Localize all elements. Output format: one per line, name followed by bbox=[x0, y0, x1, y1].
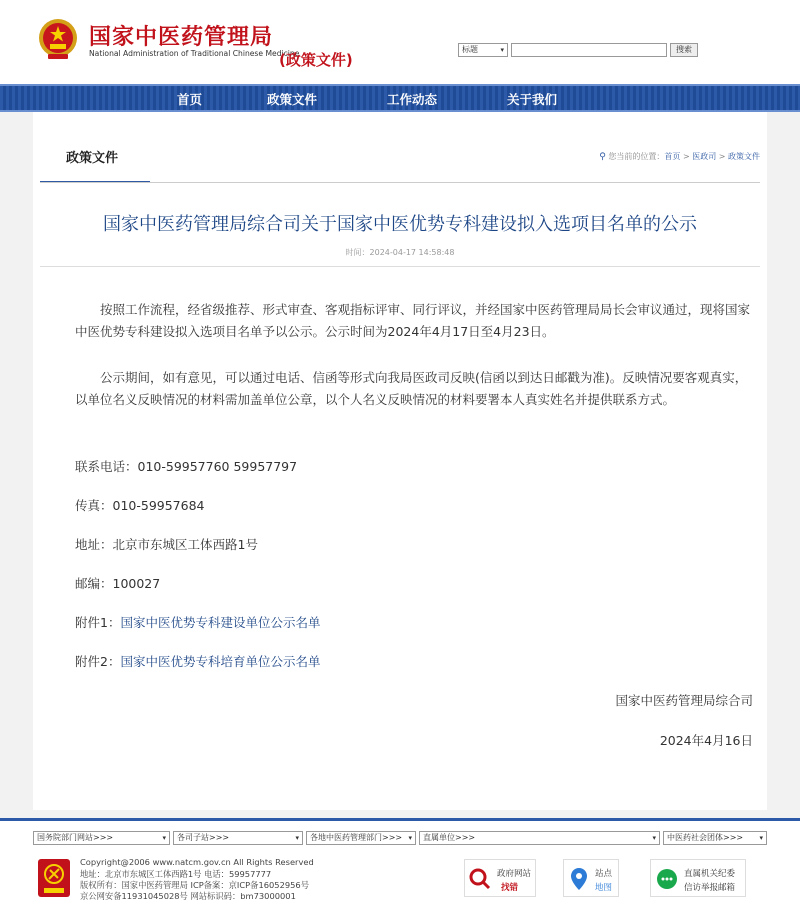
breadcrumb-policy[interactable]: 政策文件 bbox=[728, 152, 760, 161]
attachment-2-link[interactable]: 国家中医优势专科培育单位公示名单 bbox=[120, 654, 321, 669]
section-tag: (政策文件) bbox=[279, 51, 353, 69]
contact-address: 地址：北京市东城区工体西路1号 bbox=[75, 537, 258, 552]
attachment-1-label: 附件1： bbox=[75, 615, 121, 630]
search-button[interactable]: 搜索 bbox=[670, 43, 698, 57]
chevron-down-icon: ▾ bbox=[408, 834, 412, 842]
badge-label: 找错 bbox=[501, 883, 519, 893]
contact-zip: 邮编：100027 bbox=[75, 576, 161, 591]
nav-home[interactable]: 首页 bbox=[177, 92, 203, 107]
main-nav bbox=[0, 84, 800, 112]
divider bbox=[40, 182, 760, 183]
magnifier-icon bbox=[469, 868, 491, 890]
breadcrumb-sep: > bbox=[716, 152, 728, 161]
contact-fax: 传真：010-59957684 bbox=[75, 498, 205, 513]
breadcrumb-prefix: 您当前的位置： bbox=[608, 152, 665, 161]
content-panel bbox=[33, 112, 767, 810]
chevron-down-icon: ▾ bbox=[500, 46, 504, 54]
nav-policy[interactable]: 政策文件 bbox=[267, 92, 318, 107]
party-emblem-icon bbox=[38, 859, 70, 897]
footer-select-departments[interactable] bbox=[173, 831, 303, 845]
divider bbox=[40, 266, 760, 267]
footer-select-label: 国务院部门网站>>> bbox=[37, 833, 114, 842]
badge-label: 直属机关纪委 bbox=[684, 869, 736, 879]
attachment-1 bbox=[75, 613, 320, 631]
article-paragraph-1: 按照工作流程，经省级推荐、形式审查、客观指标评审、同行评议，并经国家中医药管理局局长会审议通过，现将国家中医优势专科建设拟入选项目名单予以公示。公示时间为2024年4月17日至4月23日。 bbox=[75, 302, 751, 339]
footer-select-local-admin[interactable] bbox=[306, 831, 416, 845]
logo-subtitle: National Administration of Traditional Chinese Medicine bbox=[89, 49, 300, 58]
footer-select-societies[interactable] bbox=[663, 831, 767, 845]
attachment-2-label: 附件2： bbox=[75, 654, 121, 669]
chat-icon bbox=[655, 868, 679, 890]
signature-date: 2024年4月16日 bbox=[659, 733, 753, 748]
footer-security: 京公网安备11931045028号 网站标识码：bm73000001 bbox=[80, 891, 296, 901]
site-map-badge[interactable] bbox=[563, 859, 619, 897]
national-emblem-icon bbox=[37, 18, 79, 62]
article-time: 时间：2024-04-17 14:58:48 bbox=[345, 248, 455, 257]
footer-select-state-council[interactable] bbox=[33, 831, 170, 845]
breadcrumb-sep: > bbox=[680, 152, 693, 161]
footer-select-label: 各司子站>>> bbox=[177, 833, 230, 842]
map-pin-icon bbox=[568, 866, 590, 892]
badge-label: 信访举报邮箱 bbox=[684, 883, 736, 893]
search-input[interactable] bbox=[511, 43, 667, 57]
nav-about[interactable]: 关于我们 bbox=[507, 92, 558, 107]
breadcrumb bbox=[599, 151, 760, 162]
chevron-down-icon: ▾ bbox=[759, 834, 763, 842]
tab-policy-documents[interactable]: 政策文件 bbox=[66, 151, 119, 166]
gov-site-error-badge[interactable] bbox=[464, 859, 536, 897]
logo-title[interactable]: 国家中医药管理局 bbox=[89, 25, 274, 50]
attachment-1-link[interactable]: 国家中医优势专科建设单位公示名单 bbox=[120, 615, 321, 630]
footer-select-label: 直属单位>>> bbox=[423, 833, 476, 842]
chevron-down-icon: ▾ bbox=[162, 834, 166, 842]
badge-label: 政府网站 bbox=[497, 869, 532, 879]
chevron-down-icon: ▾ bbox=[295, 834, 299, 842]
footer-select-label: 各地中医药管理部门>>> bbox=[310, 833, 403, 842]
attachment-2 bbox=[75, 652, 320, 670]
footer-owner: 版权所有：国家中医药管理局 ICP备案：京ICP备16052956号 bbox=[80, 880, 309, 890]
breadcrumb-home[interactable]: 首页 bbox=[664, 152, 681, 161]
article-title: 国家中医药管理局综合司关于国家中医优势专科建设拟入选项目名单的公示 bbox=[103, 214, 697, 235]
footer-select-label: 中医药社会团体>>> bbox=[667, 833, 744, 842]
footer-copyright: Copyright@2006 www.natcm.gov.cn All Rights Reserved bbox=[80, 857, 314, 867]
signature: 国家中医药管理局综合司 bbox=[615, 693, 753, 708]
search-field-select[interactable] bbox=[458, 43, 508, 57]
nav-work-news[interactable]: 工作动态 bbox=[387, 92, 438, 107]
badge-label: 站点 bbox=[595, 869, 613, 879]
discipline-mailbox-badge[interactable] bbox=[650, 859, 746, 897]
breadcrumb-medical-admin[interactable]: 医政司 bbox=[692, 152, 717, 161]
footer-address: 地址：北京市东城区工体西路1号 电话：59957777 bbox=[80, 869, 272, 879]
location-pin-icon: ⚲ bbox=[599, 152, 606, 162]
article-paragraph-2: 公示期间，如有意见，可以通过电话、信函等形式向我局医政司反映(信函以到达日邮戳为准)。反映情况要客观真实，以单位名义反映情况的材料需加盖单位公章，以个人名义反映情况的材料要署本人真实姓名并提供联系方式。 bbox=[75, 370, 748, 407]
chevron-down-icon: ▾ bbox=[652, 834, 656, 842]
site-header bbox=[0, 0, 800, 84]
site-footer bbox=[0, 821, 800, 921]
contact-phone: 联系电话：010-59957760 59957797 bbox=[75, 459, 298, 474]
search-field-selected: 标题 bbox=[462, 45, 478, 54]
badge-label: 地图 bbox=[595, 883, 613, 893]
footer-select-affiliates[interactable] bbox=[419, 831, 660, 845]
